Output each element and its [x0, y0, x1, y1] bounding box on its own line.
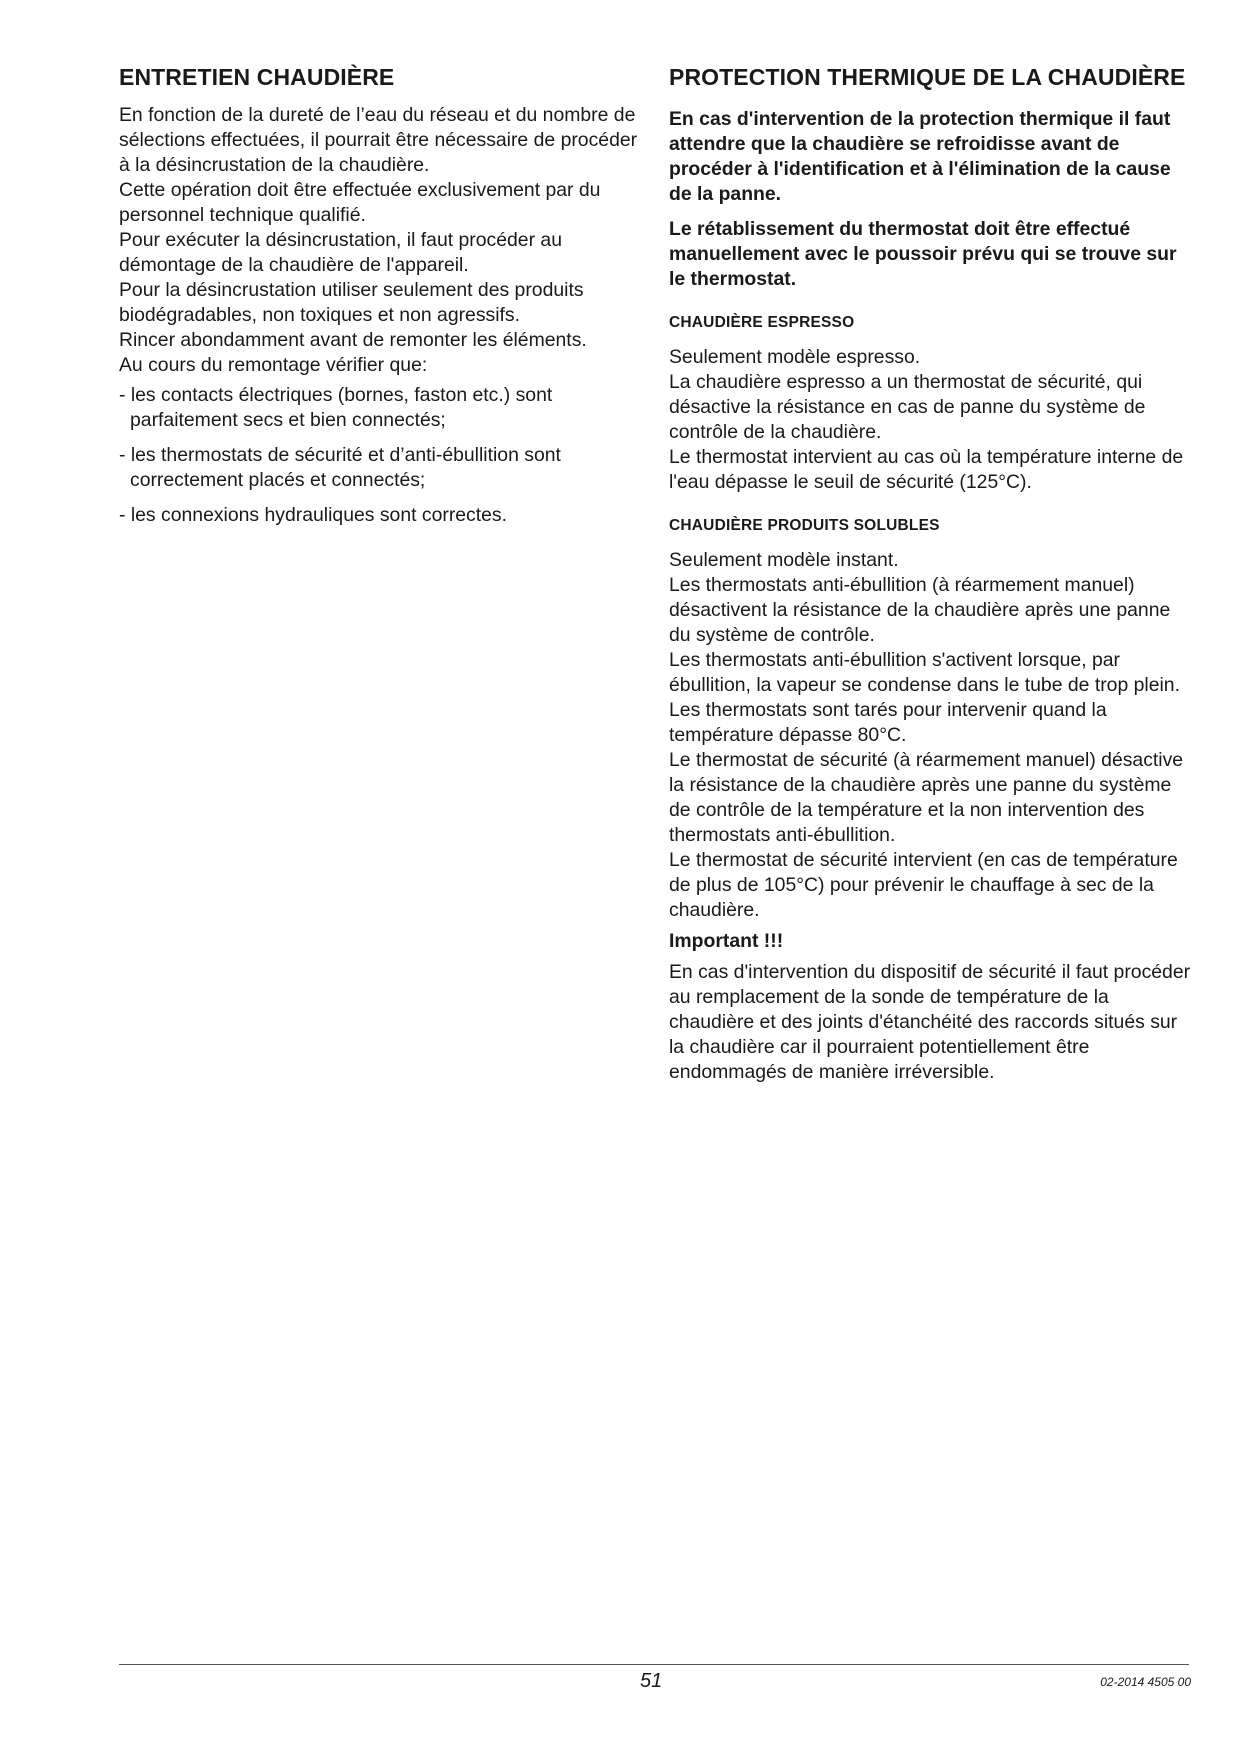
paragraph: Le thermostat intervient au cas où la température interne de l'eau dépasse le seuil de sécurité (125°C). [669, 446, 1184, 493]
paragraph: La chaudière espresso a un thermostat de sécurité, qui désactive la résistance en cas de panne du système de contrôle de la chaudière. [669, 371, 1146, 443]
page-number: 51 [640, 1670, 663, 1692]
important-heading: Important !!! [669, 930, 784, 952]
paragraph: Les thermostats anti-ébullition (à réarmement manuel) désactivent la résistance de la chaudière après une panne du système de contrôle. [669, 574, 1171, 646]
section-title-protection: PROTECTION THERMIQUE DE LA CHAUDIÈRE [669, 64, 1186, 90]
paragraph: Le thermostat de sécurité (à réarmement manuel) désactive la résistance de la chaudière après une panne du système de contrôle de la température et la non intervention des thermostats anti-ébullition. [669, 749, 1184, 846]
paragraph: En fonction de la dureté de l’eau du réseau et du nombre de sélections effectuées, il pourrait être nécessaire de procéder à la désincrustation de la chaudière. [119, 104, 638, 176]
paragraph: Seulement modèle instant. [669, 549, 899, 571]
document-code: 02-2014 4505 00 [1100, 1675, 1191, 1689]
footer-divider [119, 1664, 1189, 1665]
list-item: - les thermostats de sécurité et d’anti-ébullition sont correctement placés et connectés; [119, 444, 561, 491]
paragraph: Pour exécuter la désincrustation, il faut procéder au démontage de la chaudière de l'appareil. [119, 229, 563, 276]
paragraph: Cette opération doit être effectuée exclusivement par du personnel technique qualifié. [119, 179, 601, 226]
left-column [119, 64, 641, 528]
section-title-entretien: ENTRETIEN CHAUDIÈRE [119, 64, 395, 90]
paragraph: Les thermostats anti-ébullition s'activent lorsque, par ébullition, la vapeur se condense dans le tube de trop plein. [669, 649, 1180, 696]
list-item: - les connexions hydrauliques sont correctes. [119, 504, 508, 526]
bold-paragraph: En cas d'intervention de la protection thermique il faut attendre que la chaudière se refroidisse avant de procéder à l'identification et à l'élimination de la cause de la panne. [669, 108, 1171, 205]
paragraph: Le thermostat de sécurité intervient (en cas de température de plus de 105°C) pour prévenir le chauffage à sec de la chaudière. [669, 849, 1178, 921]
paragraph: Seulement modèle espresso. [669, 346, 921, 368]
paragraph: Au cours du remontage vérifier que: [119, 354, 428, 376]
bold-paragraph: Le rétablissement du thermostat doit être effectué manuellement avec le poussoir prévu qui se trouve sur le thermostat. [669, 218, 1177, 290]
checklist [119, 383, 641, 528]
subsection-heading-solubles: CHAUDIÈRE PRODUITS SOLUBLES [669, 517, 940, 534]
subsection-heading-espresso: CHAUDIÈRE ESPRESSO [669, 314, 855, 331]
list-item: - les contacts électriques (bornes, faston etc.) sont parfaitement secs et bien connectés; [119, 384, 553, 431]
right-column [669, 64, 1193, 1085]
paragraph: Pour la désincrustation utiliser seulement des produits biodégradables, non toxiques et non agressifs. [119, 279, 584, 326]
paragraph: Rincer abondamment avant de remonter les éléments. [119, 329, 587, 351]
important-text: En cas d'intervention du dispositif de sécurité il faut procéder au remplacement de la sonde de température de la chaudière et des joints d'étanchéité des raccords situés sur la chaudière car il pourraient potentiellement être endommagés de manière irréversible. [669, 961, 1191, 1083]
paragraph: Les thermostats sont tarés pour intervenir quand la température dépasse 80°C. [669, 699, 1107, 746]
